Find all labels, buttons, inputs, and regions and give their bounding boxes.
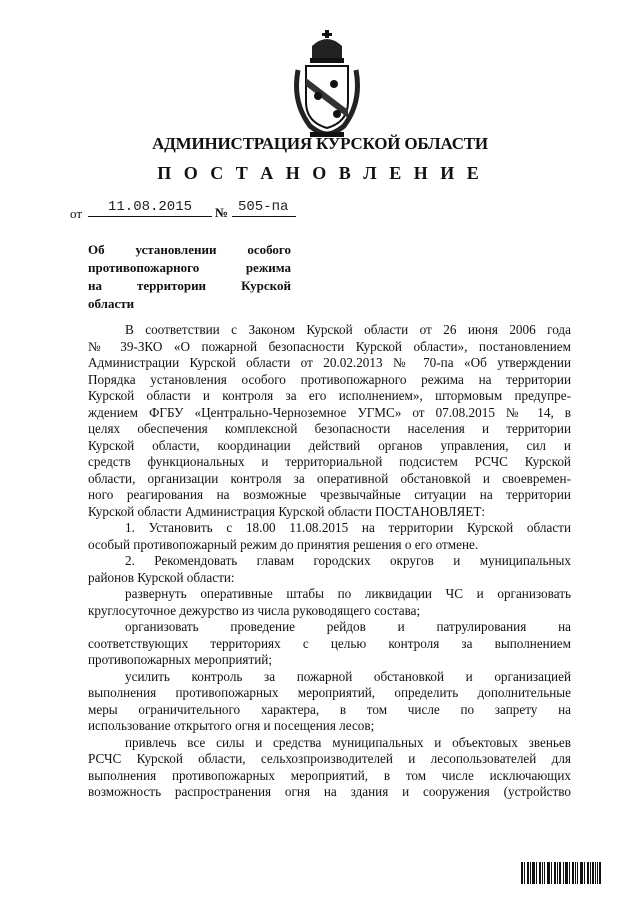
document-date: 11.08.2015 bbox=[108, 199, 193, 215]
body-line: Курской области, координации действий органов управления, сил и bbox=[88, 437, 571, 453]
subject-word: территории bbox=[137, 278, 207, 293]
body-line: привлечь все силы и средства муниципальных и объектовых звеньев bbox=[125, 734, 571, 750]
number-label: № bbox=[215, 205, 229, 220]
organization-title: АДМИНИСТРАЦИЯ КУРСКОЙ ОБЛАСТИ bbox=[152, 134, 488, 153]
subject-line bbox=[88, 295, 291, 313]
body-line: ного реагирования на возможные чрезвычайные ситуации на территории bbox=[88, 487, 571, 502]
body-line: ждением ФГБУ «Центрально-Черноземное УГМС» от 07.08.2015 № 14, в bbox=[88, 404, 571, 420]
body-line: средств функциональных и территориальной подсистем РСЧС Курской bbox=[88, 454, 571, 469]
body-line: РСЧС Курской области, сельхозпроизводителей и лесопользователей для bbox=[88, 751, 571, 766]
body-line: Курской области Администрация Курской области ПОСТАНОВЛЯЕТ: bbox=[88, 503, 486, 519]
subject-word: области bbox=[88, 296, 135, 311]
body-line: Курской области и контроля за его исполнением», штормовым предупре- bbox=[88, 388, 571, 403]
body-line: использование открытого огня и посещения лесов; bbox=[88, 718, 375, 733]
subject-word: Курской bbox=[241, 278, 291, 293]
subject-word: Об bbox=[88, 242, 105, 257]
document-subject bbox=[88, 241, 291, 313]
subject-word: режима bbox=[245, 260, 291, 275]
body-line: усилить контроль за пожарной обстановкой и организацией bbox=[125, 668, 571, 684]
kursk-coat-of-arms-emblem bbox=[290, 30, 364, 140]
date-label: от bbox=[70, 206, 83, 221]
number-underline bbox=[232, 216, 296, 217]
subject-word: особого bbox=[247, 242, 291, 257]
body-line: круглосуточное дежурство из числа руководящего состава; bbox=[88, 602, 421, 618]
subject-word: на bbox=[88, 278, 102, 293]
subject-line bbox=[88, 241, 291, 259]
body-line: целях обеспечения комплексной безопасности населения и территории bbox=[88, 421, 571, 436]
document-type-title: П О С Т А Н О В Л Е Н И Е bbox=[157, 163, 483, 183]
body-line: 1. Установить с 18.00 11.08.2015 на территории Курской области bbox=[125, 520, 571, 535]
subject-word: противопожарного bbox=[88, 260, 200, 275]
body-line: организовать проведение рейдов и патрулирования на bbox=[125, 619, 571, 634]
body-line: Порядка установления особого противопожарного режима на территории bbox=[88, 371, 571, 387]
body-line: особый противопожарный режим до принятия решения о его отмене. bbox=[88, 536, 479, 552]
subject-line bbox=[88, 259, 291, 277]
body-line: 2. Рекомендовать главам городских округов и муниципальных bbox=[125, 553, 571, 568]
barcode-image bbox=[521, 862, 601, 884]
body-line: № 39-ЗКО «О пожарной безопасности Курской области», постановлением bbox=[88, 338, 571, 354]
document-body bbox=[88, 322, 571, 801]
body-line: выполнения противопожарных мероприятий, в том числе исключающих bbox=[88, 767, 571, 783]
body-line: противопожарных мероприятий; bbox=[88, 652, 273, 667]
document-number: 505-па bbox=[238, 199, 289, 215]
body-line: выполнения противопожарных мероприятий, определить дополнительные bbox=[88, 685, 571, 700]
body-line: Администрации Курской области от 20.02.2013 № 70-па «Об утверждении bbox=[88, 355, 571, 370]
date-underline bbox=[88, 216, 212, 217]
body-line: возможность распространения огня на здания и сооружения (устройство bbox=[88, 784, 571, 799]
subject-word: установлении bbox=[135, 242, 217, 257]
body-line: области, организации контроля за оперативной обстановкой и своевремен- bbox=[88, 470, 571, 486]
body-line: соответствующих территориях с целью контроля за выполнением bbox=[88, 635, 571, 651]
body-line: развернуть оперативные штабы по ликвидации ЧС и организовать bbox=[125, 586, 571, 601]
body-line: В соответствии с Законом Курской области от 26 июня 2006 года bbox=[125, 322, 571, 337]
body-line: районов Курской области: bbox=[88, 569, 235, 585]
subject-line bbox=[88, 277, 291, 295]
body-line: меры ограничительного характера, в том числе по запрету на bbox=[88, 701, 571, 717]
